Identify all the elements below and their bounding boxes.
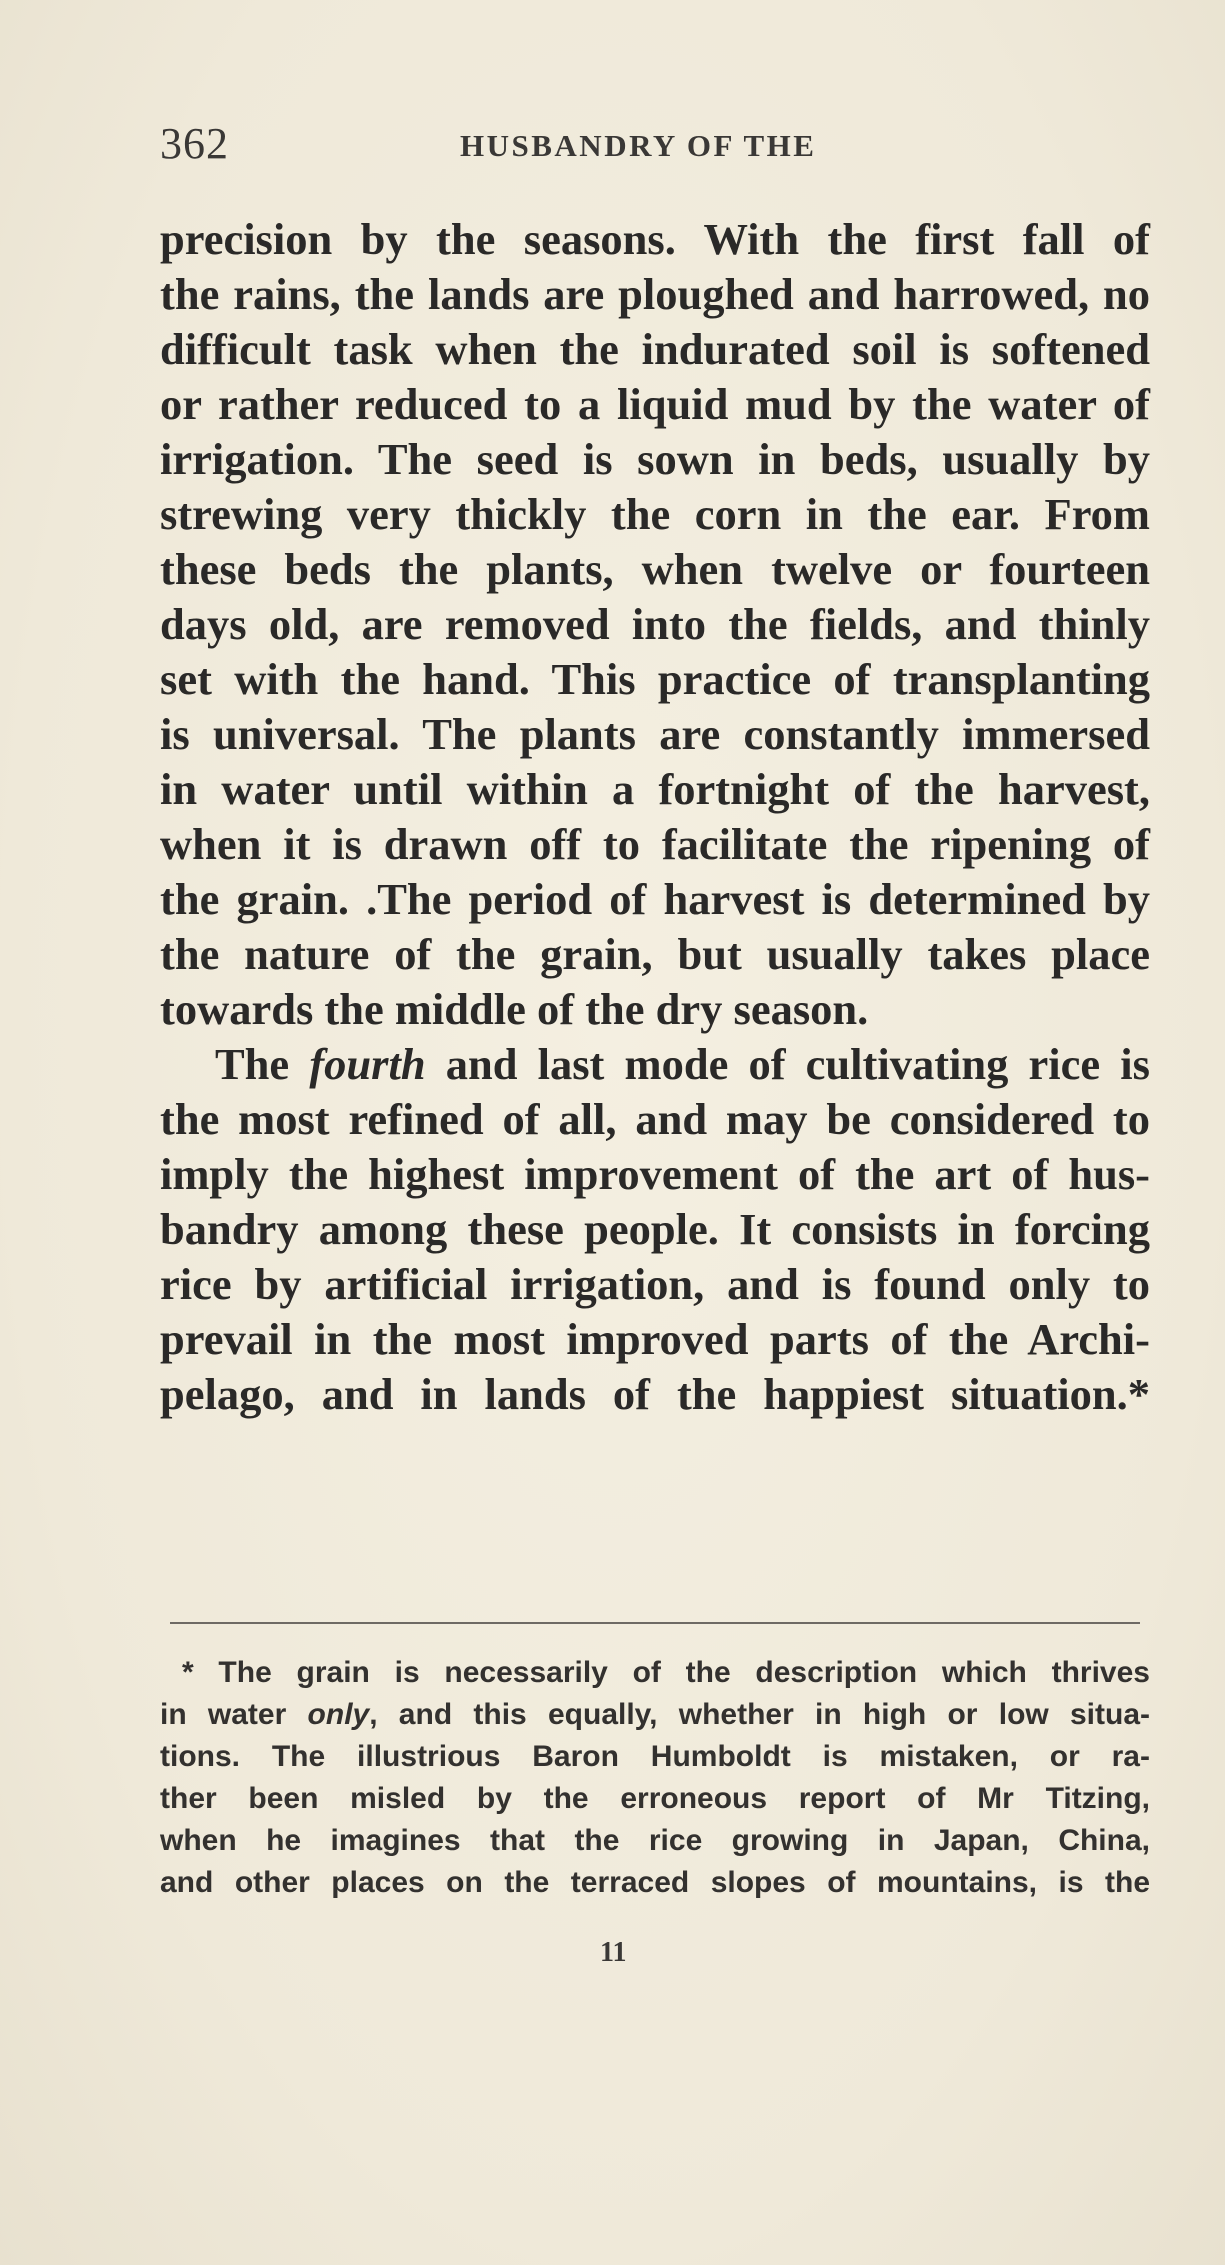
page-number: 362 <box>160 119 229 168</box>
footnote-line: when he imagines that the rice growing in Japan, China, <box>160 1824 1150 1857</box>
body-line: is universal. The plants are constantly immersed <box>160 709 1150 759</box>
footnote-line: and other places on the terraced slopes of mountains, is the <box>160 1866 1150 1899</box>
footnote-line: * The grain is necessarily of the description which thrives <box>182 1656 1150 1689</box>
body-line: days old, are removed into the fields, and thinly <box>160 599 1150 649</box>
footnote-line: tions. The illustrious Baron Humboldt is mistaken, or ra- <box>160 1740 1150 1773</box>
body-line: in water until within a fortnight of the harvest, <box>160 764 1150 814</box>
body-text <box>160 212 1150 1422</box>
body-line: these beds the plants, when twelve or fourteen <box>160 544 1150 594</box>
body-line: the grain. .The period of harvest is determined by <box>160 874 1150 924</box>
body-line: or rather reduced to a liquid mud by the water of <box>160 379 1150 429</box>
footnote-line: in water only, and this equally, whether in high or low situa- <box>160 1698 1150 1731</box>
footnote-line: ther been misled by the erroneous report of Mr Titzing, <box>160 1782 1150 1815</box>
body-line: difficult task when the indurated soil is softened <box>160 324 1150 374</box>
body-line: when it is drawn off to facilitate the ripening of <box>160 819 1150 869</box>
page-header <box>160 118 1150 178</box>
signature-mark: 11 <box>600 1937 627 1968</box>
body-line: bandry among these people. It consists in forcing <box>160 1204 1150 1254</box>
body-line: prevail in the most improved parts of the Archi- <box>160 1314 1150 1364</box>
italic-word: only <box>307 1698 370 1731</box>
paragraph-start-line: The fourth and last mode of cultivating rice is <box>215 1039 1150 1089</box>
body-line: towards the middle of the dry season. <box>160 984 869 1034</box>
body-line: the most refined of all, and may be considered to <box>160 1094 1150 1144</box>
body-line: precision by the seasons. With the first fall of <box>160 214 1150 264</box>
italic-word: fourth <box>309 1039 426 1089</box>
footnote <box>160 1652 1150 1904</box>
body-line: the nature of the grain, but usually takes place <box>160 929 1150 979</box>
body-line: set with the hand. This practice of transplanting <box>160 654 1150 704</box>
body-line: imply the highest improvement of the art of hus- <box>160 1149 1150 1199</box>
body-line: rice by artificial irrigation, and is found only to <box>160 1259 1150 1309</box>
running-head: HUSBANDRY OF THE <box>460 128 817 163</box>
body-line: strewing very thickly the corn in the ear. From <box>160 489 1150 539</box>
body-line: the rains, the lands are ploughed and harrowed, no <box>160 269 1150 319</box>
footnote-rule <box>170 1622 1140 1624</box>
body-line: pelago, and in lands of the happiest situation.* <box>160 1369 1150 1419</box>
body-line: irrigation. The seed is sown in beds, usually by <box>160 434 1150 484</box>
